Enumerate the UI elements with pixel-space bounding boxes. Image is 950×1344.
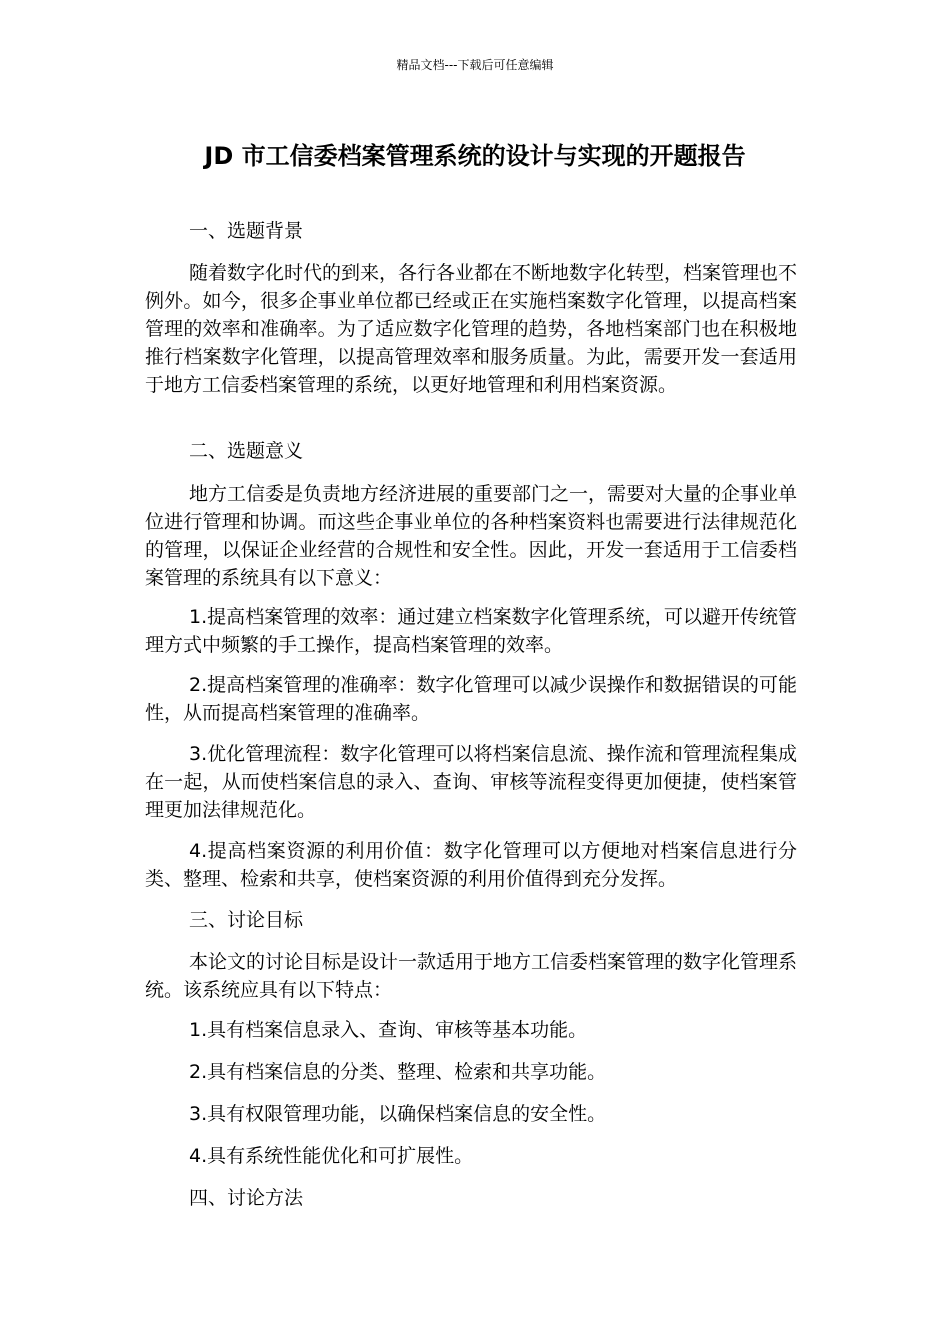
page-header: 精品文档---下载后可任意编辑: [396, 58, 554, 72]
section-heading-significance: 二、选题意义: [189, 440, 304, 462]
section-heading-background: 一、选题背景: [189, 220, 304, 242]
significance-item-1: 1.提高档案管理的效率：通过建立档案数字化管理系统，可以避开传统管理方式中频繁的手工操作，提高档案管理的效率。: [145, 606, 797, 656]
paragraph-background: 随着数字化时代的到来，各行各业都在不断地数字化转型，档案管理也不例外。如今，很多企事业单位都已经或正在实施档案数字化管理，以提高档案管理的效率和准确率。为了适应数字化管理的趋势，各地档案部门也在积极地推行档案数字化管理，以提高管理效率和服务质量。为此，需要开发一套适用于地方工信委档案管理的系统，以更好地管理和利用档案资源。: [145, 262, 798, 396]
paragraph-objectives: 本论文的讨论目标是设计一款适用于地方工信委档案管理的数字化管理系统。该系统应具有以下特点：: [145, 951, 798, 1001]
paragraph-significance: 地方工信委是负责地方经济进展的重要部门之一，需要对大量的企事业单位进行管理和协调。而这些企事业单位的各种档案资料也需要进行法律规范化的管理，以保证企业经营的合规性和安全性。因此，开发一套适用于工信委档案管理的系统具有以下意义：: [145, 483, 798, 589]
significance-item-4: 4.提高档案资源的利用价值：数字化管理可以方便地对档案信息进行分类、整理、检索和共享，使档案资源的利用价值得到充分发挥。: [145, 840, 797, 890]
objective-item-4: 4.具有系统性能优化和可扩展性。: [189, 1145, 474, 1167]
objective-item-1: 1.具有档案信息录入、查询、审核等基本功能。: [189, 1019, 588, 1041]
significance-item-2: 2.提高档案管理的准确率：数字化管理可以减少误操作和数据错误的可能性，从而提高档案管理的准确率。: [145, 674, 797, 724]
section-heading-methods: 四、讨论方法: [189, 1187, 304, 1209]
significance-item-3: 3.优化管理流程：数字化管理可以将档案信息流、操作流和管理流程集成在一起，从而使档案信息的录入、查询、审核等流程变得更加便捷，使档案管理更加法律规范化。: [145, 743, 797, 821]
objective-item-3: 3.具有权限管理功能，以确保档案信息的安全性。: [189, 1103, 607, 1125]
objective-item-2: 2.具有档案信息的分类、整理、检索和共享功能。: [189, 1061, 607, 1083]
document-title: JD 市工信委档案管理系统的设计与实现的开题报告: [204, 142, 746, 170]
section-heading-objectives: 三、讨论目标: [189, 909, 304, 931]
